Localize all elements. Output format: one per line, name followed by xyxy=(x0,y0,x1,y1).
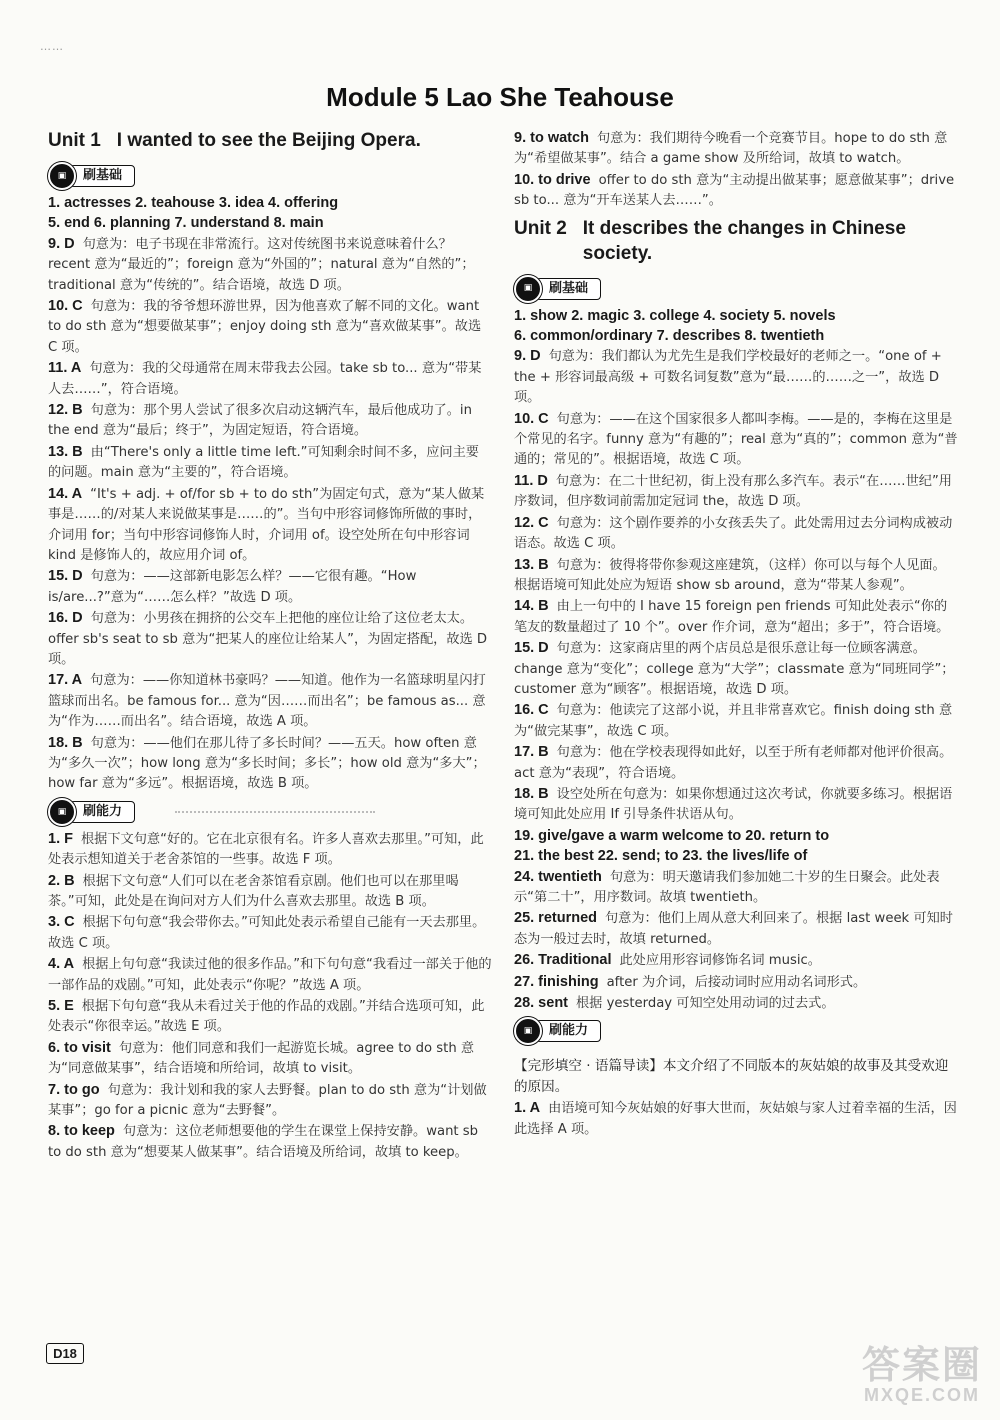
item-number: 13. B xyxy=(514,556,549,573)
answer-item xyxy=(514,1098,958,1140)
item-number: 9. to watch xyxy=(514,130,589,146)
item-text: 根据下文句意“好的。它在北京很有名。许多人喜欢去那里。”可知，此处表示想知道关于老舍茶馆的一些事。故选 F 项。 xyxy=(48,831,484,868)
answer-item xyxy=(48,608,492,670)
page-number: D18 xyxy=(46,1343,84,1364)
item-text: 句意为：我们期待今晚看一个竞赛节目。hope to do sth 意为“希望做某事”。结合 a game show 及所给词，故填 to watch。 xyxy=(514,131,948,167)
item-number: 11. A xyxy=(48,360,82,377)
unit1-answer-line: 1. actresses 2. teahouse 3. idea 4. offering xyxy=(48,195,339,211)
book-icon: ▣ xyxy=(48,798,76,826)
page-header: …… xyxy=(40,40,64,53)
item-text: 根据下文句意“人们可以在老舍茶馆看京剧。他们也可以在那里喝茶。”可知，此处是在询问对方人们为什么喜欢去那里。故选 B 项。 xyxy=(48,873,459,909)
item-number: 13. B xyxy=(48,443,83,460)
unit1-ability-badge xyxy=(48,799,375,825)
item-number: 25. returned xyxy=(514,910,597,927)
item-text: 根据上句句意“我读过他的很多作品。”和下句句意“我看过一部关于他的一部作品的戏剧。”可知，此处表示“你呢？”故选 A 项。 xyxy=(48,957,492,993)
item-number: 1. F xyxy=(48,830,73,847)
item-number: 16. D xyxy=(48,610,83,627)
answer-item xyxy=(48,358,492,400)
answer-item xyxy=(48,400,492,442)
answer-item xyxy=(514,346,958,408)
item-text: 句意为：他们上周从意大利回来了。根据 last week 可知时态为一般过去时，故填 returned。 xyxy=(514,911,953,947)
item-number: 6. to visit xyxy=(48,1039,111,1056)
answer-item xyxy=(514,950,958,971)
item-number: 26. Traditional xyxy=(514,952,612,969)
answer-list xyxy=(514,128,958,212)
item-number: 17. A xyxy=(48,672,83,689)
item-number: 8. to keep xyxy=(48,1123,115,1140)
unit2-fill-line: 21. the best 22. send; to 23. the lives/life of xyxy=(514,848,808,865)
item-text: 句意为：——在这个国家很多人都叫李梅。——是的，李梅在这里是个常见的名字。funny 意为“有趣的”；real 意为“真的”；common 意为“普通的；常见的”。根据语境，故选 C 项。 xyxy=(514,411,958,468)
answer-item xyxy=(514,742,958,784)
item-text: “It's + adj. + of/for sb + to do sth”为固定句式，意为“某人做某事是……的/对某人来说做某事是……的”。当句中形容词修饰所做的事时，介词用 for；当句中形容词修饰人时，介词用 of。设空处所在句中形容词 kind 是修饰人的，故应用介词 of。 xyxy=(48,486,485,563)
answer-list xyxy=(514,346,958,825)
item-text: 句意为：他读完了这部小说，并且非常喜欢它。finish doing sth 意为“做完某事”，故选 C 项。 xyxy=(514,703,953,739)
item-text: 句意为：——他们在那儿待了多长时间？——五天。how often 意为“多久一次”；how long 意为“多长时间；多长”；how old 意为“多大”；how far 意为“多远”。根据语境，故选 B 项。 xyxy=(48,735,486,792)
item-text: 句意为：我们都认为尤先生是我们学校最好的老师之一。“one of + the + 形容词最高级 + 可数名词复数”意为“最……的……之一”，故选 D 项。 xyxy=(514,349,942,406)
answer-item xyxy=(514,555,958,597)
item-text: 句意为：那个男人尝试了很多次启动这辆汽车，最后他成功了。in the end 意为“最后；终于”，为固定短语，符合语境。 xyxy=(48,403,472,439)
unit2-basic-badge xyxy=(514,276,601,302)
answer-item xyxy=(48,566,492,608)
unit2-fill-line: 19. give/gave a warm welcome to 20. return to xyxy=(514,827,830,844)
answer-item xyxy=(514,513,958,555)
cloze-guide: 【完形填空 · 语篇导读】本文介绍了不同版本的灰姑娘的故事及其受欢迎的原因。 xyxy=(514,1058,949,1096)
answer-item xyxy=(48,1121,492,1163)
item-number: 10. C xyxy=(48,298,83,315)
answer-item xyxy=(514,784,958,826)
item-number: 18. B xyxy=(514,785,549,802)
item-text: 句意为：电子书现在非常流行。这对传统图书来说意味着什么？recent 意为“最近的”；foreign 意为“外国的”；natural 意为“自然的”；traditional 意为“传统的”。结合语境，故选 D 项。 xyxy=(48,236,475,293)
item-text: 由语境可知今灰姑娘的好事大世而，灰姑娘与家人过着幸福的生活，因此选择 A 项。 xyxy=(514,1101,957,1137)
item-number: 16. C xyxy=(514,702,549,719)
item-number: 9. D xyxy=(48,235,75,252)
divider xyxy=(175,811,375,813)
item-number: 28. sent xyxy=(514,995,568,1012)
item-number: 9. D xyxy=(514,348,541,365)
module-title: Module 5 Lao She Teahouse xyxy=(326,82,674,112)
item-number: 1. A xyxy=(514,1100,541,1117)
item-text: 句意为：明天邀请我们参加她二十岁的生日聚会。此处表示“第二十”，用序数词。故填 twentieth。 xyxy=(514,869,940,905)
unit2-ability-badge xyxy=(514,1018,601,1044)
item-text: offer to do sth 意为“主动提出做某事；愿意做某事”；drive sb to... 意为“开车送某人去……”。 xyxy=(514,172,955,209)
item-number: 15. D xyxy=(48,568,83,585)
item-number: 14. A xyxy=(48,485,83,502)
item-text: 根据 yesterday 可知空处用动词的过去式。 xyxy=(576,996,835,1012)
unit2-ability-label: 刷能力 xyxy=(536,1020,601,1042)
item-text: 句意为：彼得将带你参观这座建筑，（这样）你可以与每个人见面。根据语境可知此处应为短语 show sb around，意为“带某人参观”。 xyxy=(514,557,946,593)
item-text: 由上一句中的 I have 15 foreign pen friends 可知此处表示“你的笔友的数量超过了 10 个”。over 作介词，意为“超出；多于”，符合语境。 xyxy=(514,599,950,635)
answer-list xyxy=(48,829,492,1164)
left-column xyxy=(48,128,492,1163)
unit1-basic-label: 刷基础 xyxy=(70,165,135,187)
unit1-ability-label: 刷能力 xyxy=(70,801,135,823)
item-number: 18. B xyxy=(48,734,83,751)
answer-item xyxy=(514,471,958,513)
item-text: 句意为：这位老师想要他的学生在课堂上保持安静。want sb to do sth 意为“想要某人做某事”。结合语境及所给词，故填 to keep。 xyxy=(48,1124,479,1160)
item-number: 4. A xyxy=(48,956,75,973)
answer-item xyxy=(514,867,958,909)
item-text: 句意为：我的爷爷想环游世界，因为他喜欢了解不同的文化。want to do sth 意为“想要做某事”；enjoy doing sth 意为“喜欢做某事”。故选 C 项。 xyxy=(48,299,482,355)
answer-item xyxy=(48,954,492,996)
item-number: 24. twentieth xyxy=(514,868,602,885)
answer-item xyxy=(514,972,958,993)
unit2-answer-line: 6. common/ordinary 7. describes 8. twentieth xyxy=(514,328,825,345)
item-text: 句意为：我的父母通常在周末带我去公园。take sb to... 意为“带某人去……”，符合语境。 xyxy=(48,361,482,397)
item-number: 15. D xyxy=(514,640,549,657)
watermark xyxy=(862,1345,982,1406)
item-text: after 为介词，后接动词时应用动名词形式。 xyxy=(606,974,867,990)
answer-list xyxy=(48,234,492,795)
item-text: 句意为：这家商店里的两个店员总是很乐意让每一位顾客满意。change 意为“变化”；college 意为“大学”；classmate 意为“同班同学”；customer 意为“顾客”。根据语境，故选 D 项。 xyxy=(514,641,955,697)
answer-item xyxy=(48,234,492,296)
item-number: 17. B xyxy=(514,744,549,761)
answer-item xyxy=(48,996,492,1038)
item-text: 句意为：我计划和我的家人去野餐。plan to do sth 意为“计划做某事”；go for a picnic 意为“去野餐”。 xyxy=(48,1082,487,1119)
item-text: 句意为：他们同意和我们一起游览长城。agree to do sth 意为“同意做某事”，结合语境和所给词，故填 to visit。 xyxy=(48,1040,475,1077)
answer-item xyxy=(514,128,958,170)
answer-list xyxy=(514,867,958,1015)
unit2-answer-line: 1. show 2. magic 3. college 4. society 5. novels xyxy=(514,307,836,324)
item-text: 此处应用形容词修饰名词 music。 xyxy=(619,953,821,969)
answer-item xyxy=(48,484,492,567)
item-number: 10. to drive xyxy=(514,171,591,188)
watermark-site: MXQE.COM xyxy=(863,1385,980,1405)
unit1-title xyxy=(48,128,492,153)
answer-item xyxy=(48,733,492,795)
item-text: 句意为：——这部新电影怎么样？——它很有趣。“How is/are...?”意为“……怎么样？”故选 D 项。 xyxy=(48,569,417,605)
book-icon: ▣ xyxy=(514,275,542,303)
unit1-name: I wanted to see the Beijing Opera. xyxy=(116,130,421,151)
item-number: 12. B xyxy=(48,402,83,419)
answer-item xyxy=(48,912,492,954)
answer-item xyxy=(514,638,958,700)
item-text: 由“There's only a little time left.”可知剩余时间不多，应问主要的问题。main 意为“主要的”，符合语境。 xyxy=(48,444,479,481)
item-number: 14. B xyxy=(514,598,549,615)
answer-item xyxy=(514,409,958,471)
answer-item xyxy=(48,871,492,913)
unit1-basic-badge xyxy=(48,163,135,189)
answer-item xyxy=(514,993,958,1014)
unit2-basic-label: 刷基础 xyxy=(536,278,601,300)
unit1-label: Unit 1 xyxy=(48,130,101,151)
item-number: 27. finishing xyxy=(514,973,599,990)
item-text: 根据下句句意“我会带你去。”可知此处表示希望自己能有一天去那里。故选 C 项。 xyxy=(48,915,486,951)
answer-item xyxy=(48,1080,492,1122)
item-number: 10. C xyxy=(514,410,549,427)
answer-item xyxy=(48,1038,492,1080)
item-text: 句意为：这个剧作要养的小女孩丢失了。此处需用过去分词构成被动语态。故选 C 项。 xyxy=(514,515,953,552)
item-text: 句意为：在二十世纪初，街上没有那么多汽车。表示“在……世纪”用序数词，但序数词前需加定冠词 the，故选 D 项。 xyxy=(514,473,952,510)
answer-item xyxy=(48,670,492,732)
unit1-answer-line: 5. end 6. planning 7. understand 8. main xyxy=(48,215,324,232)
answer-item xyxy=(514,596,958,638)
answer-item xyxy=(514,700,958,742)
item-number: 7. to go xyxy=(48,1081,100,1098)
item-text: 句意为：——你知道林书豪吗？——知道。他作为一名篮球明星闪打篮球而出名。be famous for... 意为“因……而出名”；be famous as... 意为“作为……而出名”。结合语境，故选 A 项。 xyxy=(48,673,486,730)
answer-item xyxy=(48,442,492,484)
item-number: 3. C xyxy=(48,914,75,931)
answer-item xyxy=(514,170,958,212)
right-column xyxy=(514,128,958,1140)
item-text: 设空处所在句意为：如果你想通过这次考试，你就要多练习。根据语境可知此处应用 If 引导条件状语从句。 xyxy=(514,786,953,823)
watermark-logo: 答案圈 xyxy=(861,1343,982,1387)
answer-item xyxy=(48,296,492,358)
book-icon: ▣ xyxy=(514,1017,542,1045)
answer-item xyxy=(48,829,492,871)
item-number: 12. C xyxy=(514,514,549,531)
item-text: 句意为：小男孩在拥挤的公交车上把他的座位让给了这位老太太。offer sb's seat to sb 意为“把某人的座位让给某人”，为固定搭配，故选 D 项。 xyxy=(48,611,488,667)
unit2-label: Unit 2 xyxy=(514,217,567,239)
item-number: 5. E xyxy=(48,998,74,1015)
item-number: 2. B xyxy=(48,872,75,889)
answer-item xyxy=(514,908,958,950)
item-number: 11. D xyxy=(514,472,548,489)
unit2-title xyxy=(514,216,958,266)
item-text: 句意为：他在学校表现得如此好，以至于所有老师都对他评价很高。act 意为“表现”，符合语境。 xyxy=(514,745,953,781)
book-icon: ▣ xyxy=(48,162,76,190)
unit2-name: It describes the changes in Chinese society. xyxy=(582,217,906,264)
item-text: 根据下句句意“我从未看过关于他的作品的戏剧。”并结合选项可知，此处表示“你很幸运。”故选 E 项。 xyxy=(48,999,485,1035)
